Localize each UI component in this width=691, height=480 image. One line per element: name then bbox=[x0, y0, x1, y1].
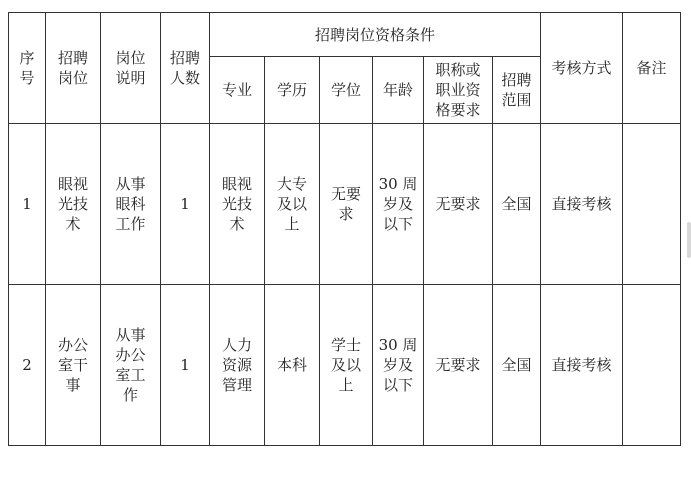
header-education bbox=[265, 57, 320, 124]
header-description bbox=[101, 13, 161, 124]
cell-scope-text: 全国 bbox=[501, 195, 532, 213]
cell-major bbox=[210, 285, 265, 446]
header-qualifications bbox=[210, 13, 541, 57]
header-degree-label: 学位 bbox=[330, 81, 361, 99]
header-position bbox=[46, 13, 101, 124]
cell-scope-text: 全国 bbox=[501, 356, 532, 374]
header-degree bbox=[320, 57, 373, 124]
header-seq bbox=[9, 13, 46, 124]
table-row bbox=[9, 285, 681, 446]
cell-seq bbox=[9, 124, 46, 285]
cell-title-req-text: 无要求 bbox=[435, 195, 481, 213]
header-qualifications-label: 招聘岗位资格条件 bbox=[314, 25, 435, 44]
cell-description bbox=[101, 285, 161, 446]
header-title-req-label: 职称或 职业资 格要求 bbox=[435, 61, 481, 119]
cell-assessment bbox=[541, 124, 623, 285]
cell-count bbox=[161, 285, 210, 446]
header-education-label: 学历 bbox=[276, 81, 307, 99]
cell-age bbox=[373, 285, 424, 446]
cell-education-text: 本科 bbox=[276, 356, 307, 374]
cell-age bbox=[373, 124, 424, 285]
cell-count-text: 1 bbox=[180, 356, 190, 374]
cell-major-text: 人力 资源 管理 bbox=[221, 336, 252, 394]
cell-major bbox=[210, 124, 265, 285]
header-row-top bbox=[9, 13, 681, 57]
cell-position bbox=[46, 285, 101, 446]
cell-description bbox=[101, 124, 161, 285]
header-count-label: 招聘 人数 bbox=[169, 49, 200, 87]
cell-scope bbox=[493, 124, 541, 285]
cell-seq-text: 2 bbox=[22, 356, 32, 374]
table-row bbox=[9, 124, 681, 285]
header-age bbox=[373, 57, 424, 124]
cell-position bbox=[46, 124, 101, 285]
cell-title-req bbox=[424, 285, 493, 446]
cell-count-text: 1 bbox=[180, 195, 190, 213]
header-position-label: 招聘 岗位 bbox=[57, 49, 88, 87]
cell-education bbox=[265, 124, 320, 285]
header-major-label: 专业 bbox=[221, 81, 252, 99]
cell-seq bbox=[9, 285, 46, 446]
cell-education bbox=[265, 285, 320, 446]
page-edge-marker bbox=[687, 222, 691, 258]
header-remarks bbox=[623, 13, 681, 124]
cell-assessment bbox=[541, 285, 623, 446]
cell-degree-text: 无要 求 bbox=[330, 185, 361, 223]
cell-remarks bbox=[623, 124, 681, 285]
cell-major-text: 眼视 光技 术 bbox=[221, 175, 252, 233]
header-seq-label: 序 号 bbox=[19, 49, 35, 87]
cell-title-req-text: 无要求 bbox=[435, 356, 481, 374]
cell-remarks bbox=[623, 285, 681, 446]
cell-seq-text: 1 bbox=[22, 195, 32, 213]
cell-title-req bbox=[424, 124, 493, 285]
cell-assessment-text: 直接考核 bbox=[551, 195, 612, 213]
cell-scope bbox=[493, 285, 541, 446]
cell-age-text: 30 周 岁及 以下 bbox=[378, 336, 418, 394]
header-age-label: 年龄 bbox=[382, 81, 413, 99]
cell-degree-text: 学士 及以 上 bbox=[330, 336, 361, 394]
header-major bbox=[210, 57, 265, 124]
cell-degree bbox=[320, 285, 373, 446]
cell-position-text: 办公 室干 事 bbox=[57, 336, 88, 394]
header-assessment bbox=[541, 13, 623, 124]
cell-description-text: 从事 眼科 工作 bbox=[115, 175, 146, 233]
header-scope bbox=[493, 57, 541, 124]
cell-assessment-text: 直接考核 bbox=[551, 356, 612, 374]
header-assessment-label: 考核方式 bbox=[551, 59, 612, 77]
cell-education-text: 大专 及以 上 bbox=[276, 175, 307, 233]
header-description-label: 岗位 说明 bbox=[115, 49, 146, 87]
header-title-req bbox=[424, 57, 493, 124]
cell-count bbox=[161, 124, 210, 285]
header-remarks-label: 备注 bbox=[636, 59, 667, 77]
header-scope-label: 招聘 范围 bbox=[501, 71, 532, 109]
header-count bbox=[161, 13, 210, 124]
cell-degree bbox=[320, 124, 373, 285]
recruitment-table bbox=[8, 12, 681, 446]
cell-description-text: 从事 办公 室工 作 bbox=[115, 326, 146, 404]
cell-position-text: 眼视 光技 术 bbox=[57, 175, 88, 233]
cell-age-text: 30 周 岁及 以下 bbox=[378, 175, 418, 233]
